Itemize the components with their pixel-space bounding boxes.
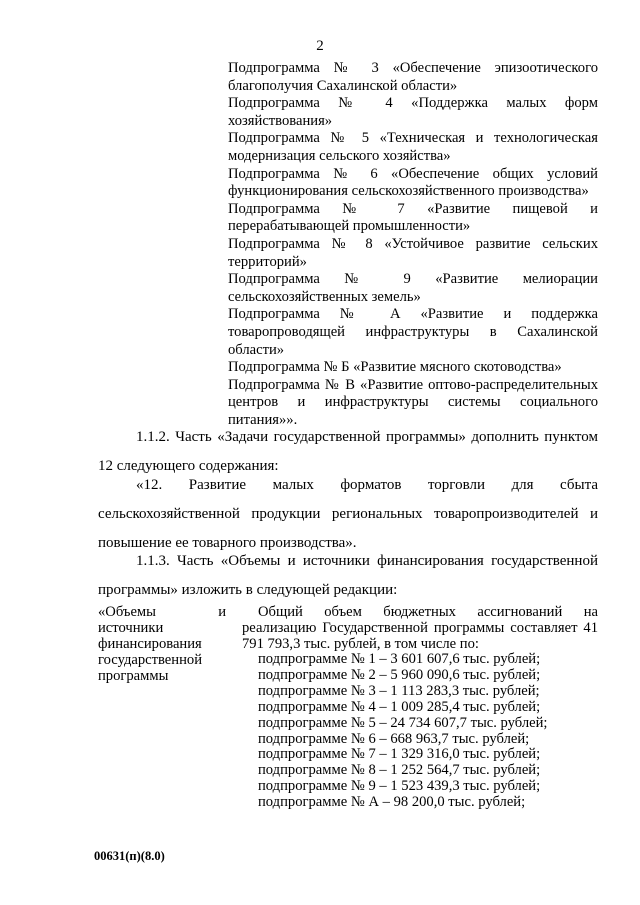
financing-intro: Общий объем бюджетных ассигнований на реализацию Государственной программы составляет 41 791 793,3 тыс. рублей, в том числе по:: [242, 604, 598, 652]
financing-item: подпрограмме № 1 – 3 601 607,6 тыс. рублей;: [258, 651, 541, 667]
subprogram-item: Подпрограмма № 7 «Развитие пищевой и перерабатывающей промышленности»: [228, 200, 598, 235]
financing-item: подпрограмме № 9 – 1 523 439,3 тыс. рублей;: [258, 778, 541, 795]
subprogram-item: Подпрограмма № 6 «Обеспечение общих условий функционирования сельскохозяйственного производства»: [228, 165, 598, 200]
financing-item: подпрограмме № 7 – 1 329 316,0 тыс. рублей;: [258, 746, 541, 763]
page-number: 2: [316, 38, 324, 54]
subprogram-item: Подпрограмма № В «Развитие оптово-распределительных центров и инфраструктуры системы социального питания»».: [228, 376, 598, 428]
financing-item: подпрограмме № А – 98 200,0 тыс. рублей;: [258, 794, 526, 811]
financing-item: подпрограмме № 4 – 1 009 285,4 тыс. рублей;: [258, 698, 541, 715]
financing-item: подпрограмме № 5 – 24 734 607,7 тыс. рублей;: [258, 714, 548, 731]
financing-label: «Объемы и источники финансирования государственной программы: [98, 604, 226, 684]
subprogram-item: Подпрограмма № 3 «Обеспечение эпизоотического благополучия Сахалинской области»: [228, 60, 598, 94]
financing-item: подпрограмме № 6 – 668 963,7 тыс. рублей;: [258, 730, 530, 747]
subprogram-item: Подпрограмма № 9 «Развитие мелиорации сельскохозяйственных земель»: [228, 271, 598, 305]
paragraph-1-1-3: 1.1.3. Часть «Объемы и источники финансирования государственной программы» изложить в следующей редакции:: [98, 553, 598, 598]
financing-list: [242, 652, 598, 811]
paragraph-1-1-2: 1.1.2. Часть «Задачи государственной программы» дополнить пунктом 12 следующего содержания:: [98, 429, 598, 474]
financing-item: подпрограмме № 8 – 1 252 564,7 тыс. рублей;: [258, 762, 541, 779]
subprogram-item: Подпрограмма № А «Развитие и поддержка товаропроводящей инфраструктуры в Сахалинской области»: [228, 306, 598, 358]
financing-item: подпрограмме № 2 – 5 960 090,6 тыс. рублей;: [258, 666, 541, 683]
subprogram-item: Подпрограмма № 8 «Устойчивое развитие сельских территорий»: [228, 235, 598, 270]
document-code: 00631(п)(8.0): [94, 849, 165, 863]
subprogram-list: [228, 60, 598, 429]
paragraph-task-12: «12. Развитие малых форматов торговли для сбыта сельскохозяйственной продукции региональных товаропроизводителей и повышение ее товарного производства».: [98, 477, 598, 551]
subprogram-item: Подпрограмма № Б «Развитие мясного скотоводства»: [228, 359, 562, 376]
subprogram-item: Подпрограмма № 4 «Поддержка малых форм хозяйствования»: [228, 95, 598, 129]
financing-details: [242, 604, 598, 811]
financing-item: подпрограмме № 3 – 1 113 283,3 тыс. рублей;: [258, 682, 540, 699]
subprogram-item: Подпрограмма № 5 «Техническая и технологическая модернизация сельского хозяйства»: [228, 130, 598, 164]
